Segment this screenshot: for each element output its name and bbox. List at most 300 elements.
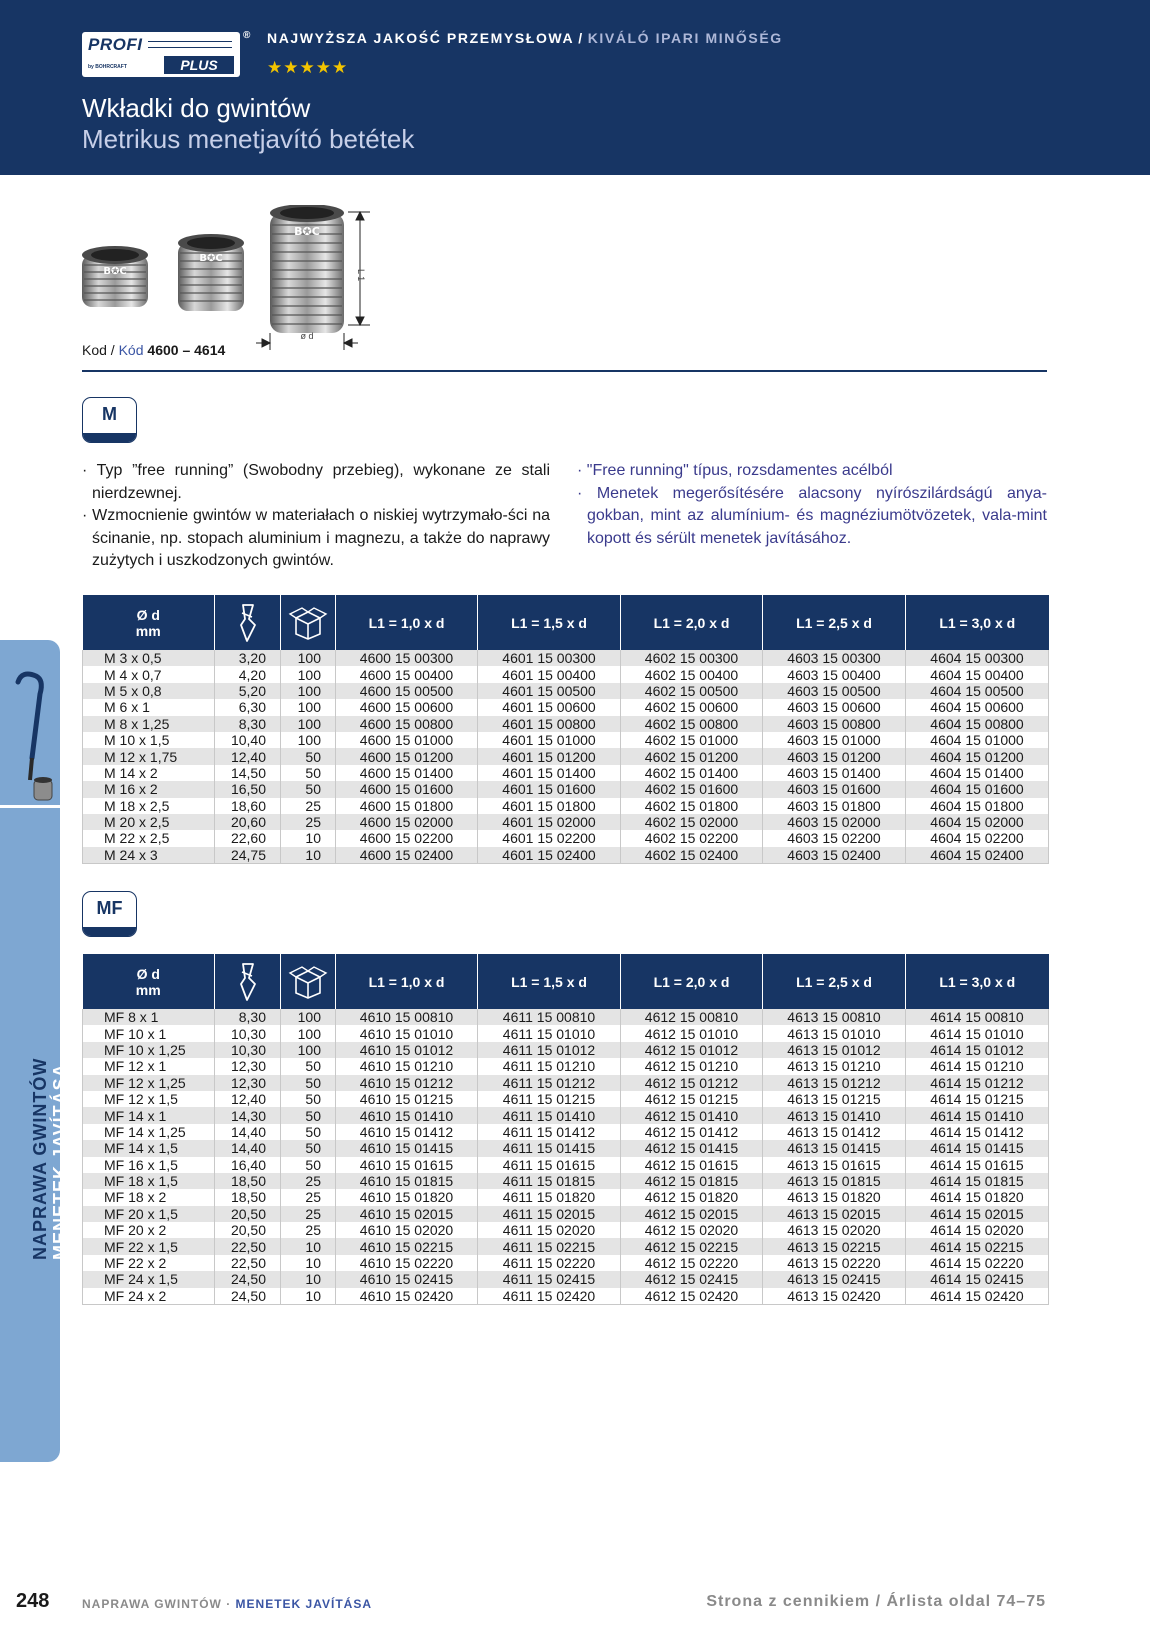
description-hu-item: · "Free running" típus, rozsdamentes acélból bbox=[577, 462, 893, 479]
code-l1-3x-cell: 4604 15 02400 bbox=[906, 847, 1049, 864]
code-l1-2x-cell: 4602 15 02000 bbox=[621, 814, 763, 830]
dimension-diameter-label: ø d bbox=[300, 331, 314, 341]
thread-size-cell: M 8 x 1,25 bbox=[83, 716, 215, 732]
pack-quantity-cell: 10 bbox=[281, 1271, 336, 1287]
product-code: Kod / Kód 4600 – 4614 bbox=[82, 342, 226, 358]
code-l1-2x-cell: 4612 15 01815 bbox=[621, 1173, 763, 1189]
header-l1-2: L1 = 1,5 x d bbox=[478, 954, 621, 1009]
pack-quantity-cell: 50 bbox=[281, 1058, 336, 1074]
code-l1-3x-cell: 4614 15 02220 bbox=[906, 1255, 1049, 1271]
table-row bbox=[83, 1206, 1049, 1222]
thread-insert-product-image bbox=[80, 205, 400, 365]
code-l1-1x-cell: 4600 15 01600 bbox=[336, 781, 478, 797]
code-l1-1-5x-cell: 4611 15 00810 bbox=[478, 1009, 621, 1025]
pack-quantity-cell: 100 bbox=[281, 650, 336, 666]
thread-size-cell: MF 12 x 1 bbox=[83, 1058, 215, 1074]
code-l1-3x-cell: 4614 15 01212 bbox=[906, 1075, 1049, 1091]
code-l1-3x-cell: 4614 15 02420 bbox=[906, 1288, 1049, 1305]
code-l1-1x-cell: 4610 15 02020 bbox=[336, 1222, 478, 1238]
code-l1-2x-cell: 4612 15 01412 bbox=[621, 1124, 763, 1140]
core-diameter-cell: 3,20 bbox=[215, 650, 281, 666]
table-row bbox=[83, 699, 1049, 715]
code-l1-2-5x-cell: 4613 15 01815 bbox=[763, 1173, 906, 1189]
code-l1-1x-cell: 4600 15 00600 bbox=[336, 699, 478, 715]
table-row bbox=[83, 1042, 1049, 1058]
code-l1-2x-cell: 4612 15 01215 bbox=[621, 1091, 763, 1107]
code-l1-1x-cell: 4600 15 01800 bbox=[336, 798, 478, 814]
thread-insert-tool-icon bbox=[14, 668, 54, 808]
code-l1-3x-cell: 4604 15 00600 bbox=[906, 699, 1049, 715]
code-l1-2-5x-cell: 4603 15 01000 bbox=[763, 732, 906, 748]
thread-size-cell: MF 18 x 1,5 bbox=[83, 1173, 215, 1189]
code-l1-1x-cell: 4610 15 01615 bbox=[336, 1157, 478, 1173]
table-row bbox=[83, 1238, 1049, 1254]
code-l1-2-5x-cell: 4613 15 01215 bbox=[763, 1091, 906, 1107]
table-row bbox=[83, 1222, 1049, 1238]
core-diameter-cell: 22,60 bbox=[215, 830, 281, 846]
code-l1-1x-cell: 4610 15 02015 bbox=[336, 1206, 478, 1222]
table-row bbox=[83, 847, 1049, 864]
code-l1-2-5x-cell: 4613 15 02220 bbox=[763, 1255, 906, 1271]
code-l1-1-5x-cell: 4601 15 02400 bbox=[478, 847, 621, 864]
code-l1-3x-cell: 4614 15 01815 bbox=[906, 1173, 1049, 1189]
code-l1-2-5x-cell: 4603 15 01600 bbox=[763, 781, 906, 797]
svg-text:B✪C: B✪C bbox=[199, 253, 223, 264]
header-l1-2: L1 = 1,5 x d bbox=[478, 595, 621, 650]
pack-quantity-cell: 100 bbox=[281, 1009, 336, 1025]
core-diameter-cell: 12,40 bbox=[215, 1091, 281, 1107]
code-l1-1x-cell: 4610 15 02415 bbox=[336, 1271, 478, 1287]
rating-stars-icon: ★★★★★ bbox=[267, 58, 349, 78]
header-l1-4: L1 = 2,5 x d bbox=[763, 954, 906, 1009]
pack-quantity-cell: 100 bbox=[281, 666, 336, 682]
code-l1-1-5x-cell: 4601 15 01200 bbox=[478, 748, 621, 764]
code-l1-2-5x-cell: 4613 15 02020 bbox=[763, 1222, 906, 1238]
code-l1-1x-cell: 4600 15 00300 bbox=[336, 650, 478, 666]
code-l1-1x-cell: 4600 15 00400 bbox=[336, 666, 478, 682]
code-l1-1x-cell: 4610 15 01210 bbox=[336, 1058, 478, 1074]
table-row bbox=[83, 1255, 1049, 1271]
header-diameter: Ø d mm bbox=[83, 954, 215, 1009]
tagline-pl: NAJWYŻSZA JAKOŚĆ PRZEMYSŁOWA bbox=[267, 30, 575, 46]
code-l1-3x-cell: 4614 15 00810 bbox=[906, 1009, 1049, 1025]
code-l1-1x-cell: 4610 15 02420 bbox=[336, 1288, 478, 1305]
code-l1-2-5x-cell: 4613 15 01212 bbox=[763, 1075, 906, 1091]
pack-quantity-cell: 50 bbox=[281, 1140, 336, 1156]
page-number: 248 bbox=[16, 1590, 50, 1612]
code-l1-3x-cell: 4614 15 02215 bbox=[906, 1238, 1049, 1254]
code-l1-2-5x-cell: 4613 15 01412 bbox=[763, 1124, 906, 1140]
table-row bbox=[83, 781, 1049, 797]
code-l1-2-5x-cell: 4613 15 02015 bbox=[763, 1206, 906, 1222]
code-l1-2-5x-cell: 4613 15 00810 bbox=[763, 1009, 906, 1025]
thread-size-cell: MF 16 x 1,5 bbox=[83, 1157, 215, 1173]
brand-logo bbox=[82, 32, 240, 77]
code-l1-1x-cell: 4600 15 02000 bbox=[336, 814, 478, 830]
code-l1-1-5x-cell: 4611 15 01010 bbox=[478, 1025, 621, 1041]
code-l1-2x-cell: 4602 15 01600 bbox=[621, 781, 763, 797]
table-row bbox=[83, 765, 1049, 781]
code-l1-1x-cell: 4610 15 01010 bbox=[336, 1025, 478, 1041]
code-l1-3x-cell: 4614 15 01210 bbox=[906, 1058, 1049, 1074]
code-l1-1-5x-cell: 4611 15 01215 bbox=[478, 1091, 621, 1107]
tagline-hu: KIVÁLÓ IPARI MINŐSÉG bbox=[587, 30, 783, 46]
code-l1-2-5x-cell: 4603 15 01800 bbox=[763, 798, 906, 814]
code-l1-2-5x-cell: 4613 15 01415 bbox=[763, 1140, 906, 1156]
pack-quantity-cell: 50 bbox=[281, 1157, 336, 1173]
thread-size-cell: M 5 x 0,8 bbox=[83, 683, 215, 699]
description-hu bbox=[577, 460, 1047, 550]
code-l1-1-5x-cell: 4601 15 01400 bbox=[478, 765, 621, 781]
code-l1-2x-cell: 4612 15 01415 bbox=[621, 1140, 763, 1156]
thread-size-cell: M 6 x 1 bbox=[83, 699, 215, 715]
core-diameter-cell: 14,40 bbox=[215, 1124, 281, 1140]
code-l1-2x-cell: 4602 15 01800 bbox=[621, 798, 763, 814]
header-drill bbox=[215, 595, 281, 650]
header-l1-4: L1 = 2,5 x d bbox=[763, 595, 906, 650]
code-l1-2x-cell: 4612 15 01820 bbox=[621, 1189, 763, 1205]
table-metric-fine-mf bbox=[82, 954, 1049, 1305]
code-l1-1x-cell: 4610 15 01012 bbox=[336, 1042, 478, 1058]
insert-medium bbox=[178, 234, 244, 311]
core-diameter-cell: 18,60 bbox=[215, 798, 281, 814]
code-l1-3x-cell: 4604 15 01200 bbox=[906, 748, 1049, 764]
code-l1-1-5x-cell: 4611 15 02015 bbox=[478, 1206, 621, 1222]
code-l1-1x-cell: 4610 15 01212 bbox=[336, 1075, 478, 1091]
header-l1-5: L1 = 3,0 x d bbox=[906, 595, 1049, 650]
header-l1-1: L1 = 1,0 x d bbox=[336, 954, 478, 1009]
table-row bbox=[83, 1271, 1049, 1287]
code-l1-1x-cell: 4600 15 01000 bbox=[336, 732, 478, 748]
code-l1-3x-cell: 4604 15 01600 bbox=[906, 781, 1049, 797]
logo-drill-bar-icon bbox=[148, 41, 232, 48]
pack-quantity-cell: 50 bbox=[281, 1124, 336, 1140]
header-package bbox=[281, 954, 336, 1009]
code-l1-1x-cell: 4600 15 00800 bbox=[336, 716, 478, 732]
code-l1-1-5x-cell: 4611 15 02220 bbox=[478, 1255, 621, 1271]
thread-size-cell: M 10 x 1,5 bbox=[83, 732, 215, 748]
code-l1-1-5x-cell: 4611 15 01615 bbox=[478, 1157, 621, 1173]
logo-by-text: by BOHRCRAFT bbox=[88, 64, 127, 70]
code-l1-1x-cell: 4610 15 01215 bbox=[336, 1091, 478, 1107]
code-l1-1-5x-cell: 4611 15 02415 bbox=[478, 1271, 621, 1287]
page-title-pl: Wkładki do gwintów bbox=[82, 93, 311, 123]
code-l1-1-5x-cell: 4611 15 01012 bbox=[478, 1042, 621, 1058]
tagline-separator: / bbox=[578, 30, 584, 46]
code-l1-2-5x-cell: 4613 15 01010 bbox=[763, 1025, 906, 1041]
pack-quantity-cell: 100 bbox=[281, 699, 336, 715]
code-l1-3x-cell: 4604 15 00400 bbox=[906, 666, 1049, 682]
code-l1-2-5x-cell: 4613 15 02420 bbox=[763, 1288, 906, 1305]
code-l1-2x-cell: 4602 15 00500 bbox=[621, 683, 763, 699]
core-diameter-cell: 24,50 bbox=[215, 1271, 281, 1287]
code-l1-2x-cell: 4612 15 02415 bbox=[621, 1271, 763, 1287]
pack-quantity-cell: 50 bbox=[281, 1075, 336, 1091]
pack-quantity-cell: 100 bbox=[281, 716, 336, 732]
description-pl-item: · Typ ”free running” (Swobodny przebieg), wykonane ze stali nierdzewnej. bbox=[82, 462, 550, 502]
table-row bbox=[83, 732, 1049, 748]
header-l1-5: L1 = 3,0 x d bbox=[906, 954, 1049, 1009]
insert-small bbox=[82, 246, 148, 307]
code-l1-1x-cell: 4600 15 01400 bbox=[336, 765, 478, 781]
code-l1-2-5x-cell: 4613 15 02215 bbox=[763, 1238, 906, 1254]
code-l1-1-5x-cell: 4601 15 01600 bbox=[478, 781, 621, 797]
code-l1-1-5x-cell: 4601 15 00600 bbox=[478, 699, 621, 715]
code-l1-1-5x-cell: 4601 15 01800 bbox=[478, 798, 621, 814]
code-l1-3x-cell: 4614 15 01215 bbox=[906, 1091, 1049, 1107]
header-diameter: Ø d mm bbox=[83, 595, 215, 650]
table-header-row bbox=[83, 954, 1049, 1009]
table-row bbox=[83, 1288, 1049, 1305]
thread-size-cell: MF 22 x 2 bbox=[83, 1255, 215, 1271]
table-row bbox=[83, 666, 1049, 682]
thread-size-cell: M 12 x 1,75 bbox=[83, 748, 215, 764]
code-l1-3x-cell: 4614 15 01412 bbox=[906, 1124, 1049, 1140]
pack-quantity-cell: 100 bbox=[281, 732, 336, 748]
header-l1-1: L1 = 1,0 x d bbox=[336, 595, 478, 650]
code-l1-2x-cell: 4602 15 00800 bbox=[621, 716, 763, 732]
core-diameter-cell: 16,40 bbox=[215, 1157, 281, 1173]
code-l1-3x-cell: 4604 15 02200 bbox=[906, 830, 1049, 846]
code-l1-2x-cell: 4612 15 02420 bbox=[621, 1288, 763, 1305]
core-diameter-cell: 10,40 bbox=[215, 732, 281, 748]
table-row bbox=[83, 1124, 1049, 1140]
svg-text:B✪C: B✪C bbox=[294, 225, 320, 238]
code-l1-2-5x-cell: 4613 15 01210 bbox=[763, 1058, 906, 1074]
code-l1-2-5x-cell: 4613 15 01410 bbox=[763, 1107, 906, 1123]
section-badge-m: M bbox=[82, 397, 137, 443]
thread-size-cell: M 3 x 0,5 bbox=[83, 650, 215, 666]
thread-size-cell: M 20 x 2,5 bbox=[83, 814, 215, 830]
thread-size-cell: MF 12 x 1,5 bbox=[83, 1091, 215, 1107]
code-l1-2x-cell: 4612 15 01012 bbox=[621, 1042, 763, 1058]
code-l1-2x-cell: 4602 15 01000 bbox=[621, 732, 763, 748]
core-diameter-cell: 8,30 bbox=[215, 1009, 281, 1025]
code-l1-1-5x-cell: 4611 15 02020 bbox=[478, 1222, 621, 1238]
side-tab-label bbox=[30, 1058, 70, 1260]
code-l1-3x-cell: 4604 15 00800 bbox=[906, 716, 1049, 732]
table-row bbox=[83, 716, 1049, 732]
core-diameter-cell: 14,40 bbox=[215, 1140, 281, 1156]
thread-size-cell: MF 8 x 1 bbox=[83, 1009, 215, 1025]
code-l1-2x-cell: 4612 15 01212 bbox=[621, 1075, 763, 1091]
code-l1-2x-cell: 4612 15 01615 bbox=[621, 1157, 763, 1173]
section-badge-mf: MF bbox=[82, 891, 137, 937]
pack-quantity-cell: 100 bbox=[281, 1042, 336, 1058]
header-drill bbox=[215, 954, 281, 1009]
thread-size-cell: M 22 x 2,5 bbox=[83, 830, 215, 846]
thread-size-cell: M 4 x 0,7 bbox=[83, 666, 215, 682]
pack-quantity-cell: 10 bbox=[281, 847, 336, 864]
code-l1-2x-cell: 4602 15 00400 bbox=[621, 666, 763, 682]
thread-size-cell: MF 10 x 1 bbox=[83, 1025, 215, 1041]
code-l1-3x-cell: 4614 15 01012 bbox=[906, 1042, 1049, 1058]
side-tab-label-pl: NAPRAWA GWINTÓW bbox=[30, 1057, 50, 1260]
core-diameter-cell: 16,50 bbox=[215, 781, 281, 797]
code-l1-1x-cell: 4600 15 02200 bbox=[336, 830, 478, 846]
core-diameter-cell: 4,20 bbox=[215, 666, 281, 682]
code-l1-2-5x-cell: 4613 15 01615 bbox=[763, 1157, 906, 1173]
thread-size-cell: MF 20 x 1,5 bbox=[83, 1206, 215, 1222]
pack-quantity-cell: 50 bbox=[281, 781, 336, 797]
code-l1-1x-cell: 4600 15 00500 bbox=[336, 683, 478, 699]
code-l1-1x-cell: 4610 15 00810 bbox=[336, 1009, 478, 1025]
code-l1-2x-cell: 4612 15 00810 bbox=[621, 1009, 763, 1025]
pack-quantity-cell: 25 bbox=[281, 798, 336, 814]
table-row bbox=[83, 1107, 1049, 1123]
code-l1-1x-cell: 4600 15 02400 bbox=[336, 847, 478, 864]
thread-size-cell: M 14 x 2 bbox=[83, 765, 215, 781]
core-diameter-cell: 20,60 bbox=[215, 814, 281, 830]
thread-size-cell: MF 24 x 2 bbox=[83, 1288, 215, 1305]
pack-quantity-cell: 10 bbox=[281, 1238, 336, 1254]
table-row bbox=[83, 683, 1049, 699]
core-diameter-cell: 20,50 bbox=[215, 1206, 281, 1222]
code-l1-2-5x-cell: 4603 15 00400 bbox=[763, 666, 906, 682]
core-diameter-cell: 20,50 bbox=[215, 1222, 281, 1238]
header-package bbox=[281, 595, 336, 650]
code-l1-2-5x-cell: 4603 15 00600 bbox=[763, 699, 906, 715]
thread-size-cell: MF 14 x 1,25 bbox=[83, 1124, 215, 1140]
core-diameter-cell: 22,50 bbox=[215, 1238, 281, 1254]
code-l1-2-5x-cell: 4603 15 02200 bbox=[763, 830, 906, 846]
code-l1-1-5x-cell: 4611 15 01210 bbox=[478, 1058, 621, 1074]
code-l1-1-5x-cell: 4601 15 02200 bbox=[478, 830, 621, 846]
core-diameter-cell: 5,20 bbox=[215, 683, 281, 699]
code-l1-1x-cell: 4600 15 01200 bbox=[336, 748, 478, 764]
pack-quantity-cell: 50 bbox=[281, 765, 336, 781]
drill-icon bbox=[235, 603, 261, 643]
insert-large bbox=[270, 205, 344, 333]
page-header bbox=[0, 0, 1150, 175]
code-l1-2-5x-cell: 4603 15 00800 bbox=[763, 716, 906, 732]
core-diameter-cell: 12,40 bbox=[215, 748, 281, 764]
code-l1-2-5x-cell: 4613 15 01820 bbox=[763, 1189, 906, 1205]
page-title-hu: Metrikus menetjavító betétek bbox=[82, 124, 415, 154]
tagline bbox=[267, 30, 783, 46]
code-l1-3x-cell: 4604 15 00500 bbox=[906, 683, 1049, 699]
product-code-range: 4600 – 4614 bbox=[147, 342, 226, 358]
code-l1-1-5x-cell: 4601 15 02000 bbox=[478, 814, 621, 830]
code-l1-3x-cell: 4604 15 01000 bbox=[906, 732, 1049, 748]
package-box-icon bbox=[288, 606, 328, 640]
dimension-length-label: L 1 bbox=[356, 269, 366, 282]
code-l1-3x-cell: 4614 15 02020 bbox=[906, 1222, 1049, 1238]
core-diameter-cell: 18,50 bbox=[215, 1173, 281, 1189]
code-l1-3x-cell: 4604 15 01400 bbox=[906, 765, 1049, 781]
code-l1-2-5x-cell: 4613 15 01012 bbox=[763, 1042, 906, 1058]
code-l1-1-5x-cell: 4601 15 00800 bbox=[478, 716, 621, 732]
table-row bbox=[83, 814, 1049, 830]
code-l1-3x-cell: 4604 15 00300 bbox=[906, 650, 1049, 666]
code-l1-2x-cell: 4602 15 00600 bbox=[621, 699, 763, 715]
description-pl-item: · Wzmocnienie gwintów w materiałach o niskiej wytrzymało-ści na ścinanie, np. stopach aluminium i magnezu, a także do naprawy zużytych i uszkodzonych gwintów. bbox=[82, 507, 550, 569]
table-row bbox=[83, 1025, 1049, 1041]
core-diameter-cell: 22,50 bbox=[215, 1255, 281, 1271]
thread-size-cell: M 16 x 2 bbox=[83, 781, 215, 797]
code-l1-3x-cell: 4604 15 01800 bbox=[906, 798, 1049, 814]
header-l1-3: L1 = 2,0 x d bbox=[621, 595, 763, 650]
section-divider bbox=[82, 370, 1047, 372]
pack-quantity-cell: 25 bbox=[281, 1189, 336, 1205]
code-l1-1-5x-cell: 4611 15 02420 bbox=[478, 1288, 621, 1305]
pack-quantity-cell: 100 bbox=[281, 1025, 336, 1041]
code-l1-2-5x-cell: 4613 15 02415 bbox=[763, 1271, 906, 1287]
code-l1-2x-cell: 4602 15 02200 bbox=[621, 830, 763, 846]
thread-size-cell: M 24 x 3 bbox=[83, 847, 215, 864]
table-row bbox=[83, 1189, 1049, 1205]
code-l1-1-5x-cell: 4611 15 01415 bbox=[478, 1140, 621, 1156]
description-hu-item: · Menetek megerősítésére alacsony nyírószilárdságú anya-gokban, mint az alumínium- és magnéziumötvözetek, vala-mint kopott és sérült menetek javításához. bbox=[577, 484, 1047, 547]
code-l1-1x-cell: 4610 15 01815 bbox=[336, 1173, 478, 1189]
core-diameter-cell: 12,30 bbox=[215, 1075, 281, 1091]
code-l1-1x-cell: 4610 15 02215 bbox=[336, 1238, 478, 1254]
thread-size-cell: MF 14 x 1 bbox=[83, 1107, 215, 1123]
code-l1-1x-cell: 4610 15 01415 bbox=[336, 1140, 478, 1156]
code-l1-3x-cell: 4614 15 02015 bbox=[906, 1206, 1049, 1222]
code-l1-1x-cell: 4610 15 01412 bbox=[336, 1124, 478, 1140]
thread-size-cell: MF 12 x 1,25 bbox=[83, 1075, 215, 1091]
pack-quantity-cell: 50 bbox=[281, 1107, 336, 1123]
logo-plus-text: PLUS bbox=[164, 56, 234, 74]
code-l1-3x-cell: 4614 15 01010 bbox=[906, 1025, 1049, 1041]
code-l1-1-5x-cell: 4601 15 00400 bbox=[478, 666, 621, 682]
table-row bbox=[83, 1075, 1049, 1091]
code-l1-1x-cell: 4610 15 01410 bbox=[336, 1107, 478, 1123]
pack-quantity-cell: 50 bbox=[281, 748, 336, 764]
pack-quantity-cell: 25 bbox=[281, 1206, 336, 1222]
code-l1-2x-cell: 4612 15 01410 bbox=[621, 1107, 763, 1123]
thread-size-cell: MF 14 x 1,5 bbox=[83, 1140, 215, 1156]
code-l1-2-5x-cell: 4603 15 00500 bbox=[763, 683, 906, 699]
description-pl bbox=[82, 460, 550, 573]
code-l1-1-5x-cell: 4611 15 01412 bbox=[478, 1124, 621, 1140]
code-l1-1-5x-cell: 4611 15 01410 bbox=[478, 1107, 621, 1123]
pack-quantity-cell: 10 bbox=[281, 830, 336, 846]
code-l1-3x-cell: 4614 15 01415 bbox=[906, 1140, 1049, 1156]
code-l1-3x-cell: 4614 15 02415 bbox=[906, 1271, 1049, 1287]
pack-quantity-cell: 50 bbox=[281, 1091, 336, 1107]
code-l1-3x-cell: 4604 15 02000 bbox=[906, 814, 1049, 830]
pack-quantity-cell: 25 bbox=[281, 1173, 336, 1189]
code-l1-1-5x-cell: 4601 15 00300 bbox=[478, 650, 621, 666]
core-diameter-cell: 14,30 bbox=[215, 1107, 281, 1123]
code-l1-1-5x-cell: 4611 15 01815 bbox=[478, 1173, 621, 1189]
svg-text:B✪C: B✪C bbox=[103, 266, 127, 277]
code-l1-2x-cell: 4602 15 01200 bbox=[621, 748, 763, 764]
core-diameter-cell: 10,30 bbox=[215, 1042, 281, 1058]
code-l1-2x-cell: 4602 15 02400 bbox=[621, 847, 763, 864]
pack-quantity-cell: 10 bbox=[281, 1255, 336, 1271]
table-header-row bbox=[83, 595, 1049, 650]
code-l1-2-5x-cell: 4603 15 01400 bbox=[763, 765, 906, 781]
table-metric-m bbox=[82, 595, 1049, 864]
core-diameter-cell: 18,50 bbox=[215, 1189, 281, 1205]
code-l1-1-5x-cell: 4611 15 01820 bbox=[478, 1189, 621, 1205]
registered-mark: ® bbox=[243, 30, 251, 41]
footer-pricelist-reference: Strona z cennikiem / Árlista oldal 74–75 bbox=[706, 1593, 1046, 1610]
code-l1-1-5x-cell: 4611 15 02215 bbox=[478, 1238, 621, 1254]
thread-size-cell: MF 24 x 1,5 bbox=[83, 1271, 215, 1287]
code-l1-2-5x-cell: 4603 15 02400 bbox=[763, 847, 906, 864]
code-l1-2x-cell: 4612 15 01210 bbox=[621, 1058, 763, 1074]
code-l1-3x-cell: 4614 15 01615 bbox=[906, 1157, 1049, 1173]
code-l1-1-5x-cell: 4601 15 00500 bbox=[478, 683, 621, 699]
thread-size-cell: MF 18 x 2 bbox=[83, 1189, 215, 1205]
table-row bbox=[83, 1009, 1049, 1025]
code-l1-2x-cell: 4612 15 02215 bbox=[621, 1238, 763, 1254]
thread-size-cell: M 18 x 2,5 bbox=[83, 798, 215, 814]
